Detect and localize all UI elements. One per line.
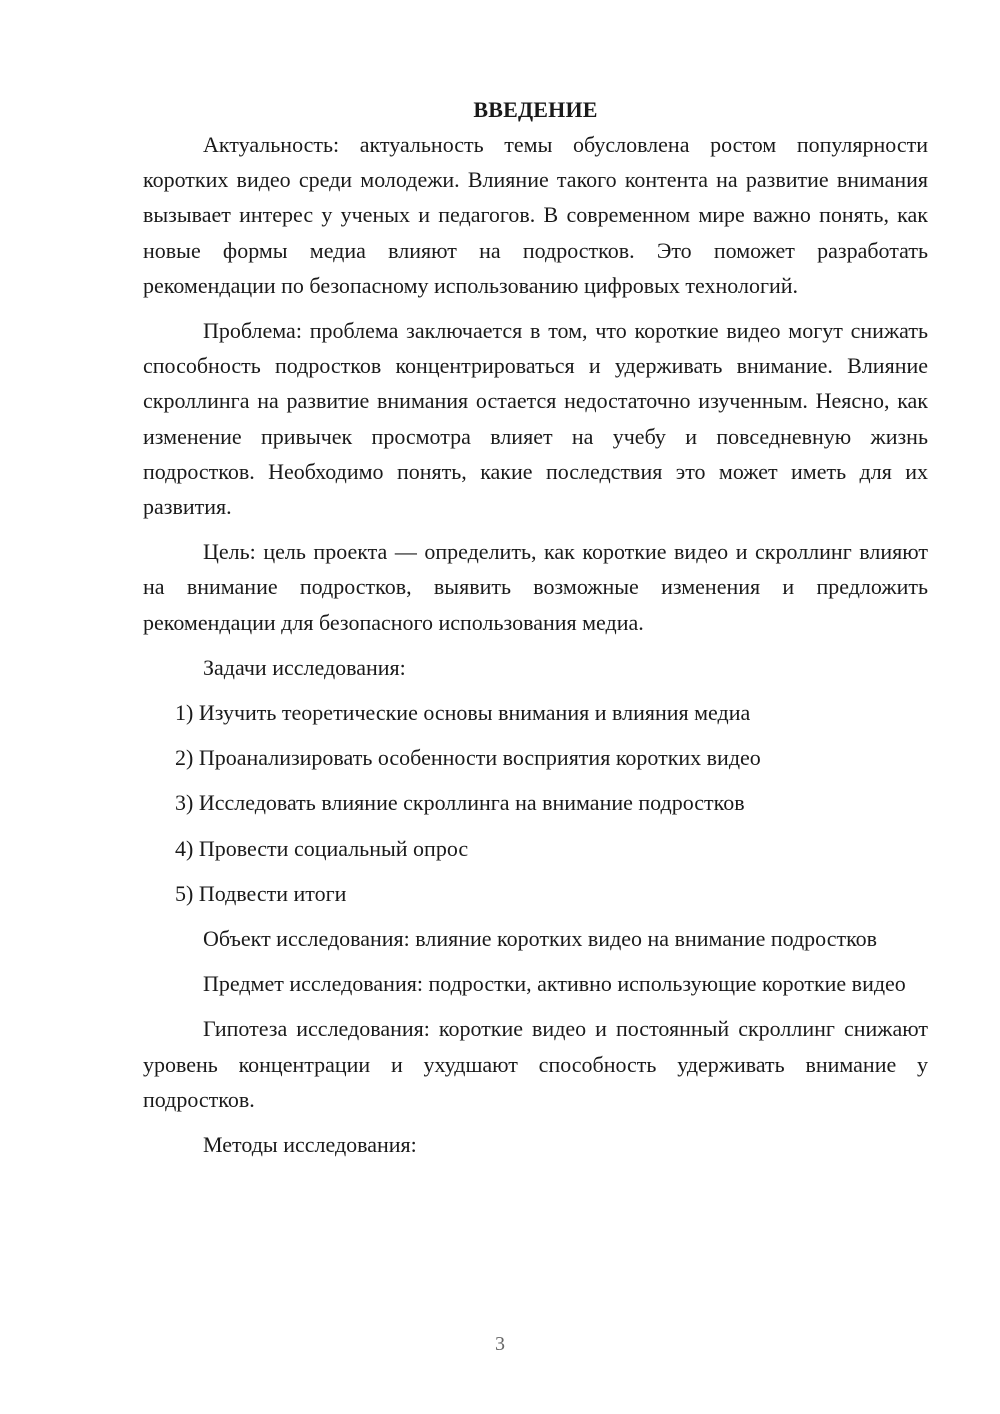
methods-heading: Методы исследования: [203,1132,417,1158]
tasks-list [143,695,928,911]
task-item: 2) Проанализировать особенности восприятия коротких видео [175,745,761,771]
page-number: 3 [495,1333,505,1355]
task-item: 3) Исследовать влияние скроллинга на внимание подростков [175,790,745,816]
document-page [143,92,928,1172]
goal-paragraph: Цель: цель проекта — определить, как короткие видео и скроллинг влияют на внимание подростков, выявить возможные изменения и предложить рекомендации для безопасного использования медиа. [143,539,928,635]
object-paragraph: Объект исследования: влияние коротких видео на внимание подростков [203,926,878,952]
hypothesis-paragraph: Гипотеза исследования: короткие видео и постоянный скроллинг снижают уровень концентрации и ухудшают способность удерживать внимание у подростков. [143,1016,928,1112]
relevance-paragraph: Актуальность: актуальность темы обусловлена ростом популярности коротких видео среди молодежи. Влияние такого контента на развитие внимания вызывает интерес у ученых и педагогов. В современном мире важно понять, как новые формы медиа влияют на подростков. Это поможет разработать рекомендации по безопасному использованию цифровых технологий. [143,132,928,298]
task-item: 1) Изучить теоретические основы внимания и влияния медиа [175,700,751,726]
task-item: 5) Подвести итоги [175,880,347,906]
subject-paragraph: Предмет исследования: подростки, активно использующие короткие видео [203,971,906,997]
problem-paragraph: Проблема: проблема заключается в том, что короткие видео могут снижать способность подростков концентрироваться и удерживать внимание. Влияние скроллинга на развитие внимания остается недостаточно изученным. Неясно, как изменение привычек просмотра влияет на учебу и повседневную жизнь подростков. Необходимо понять, какие последствия это может иметь для их развития. [143,318,928,520]
task-item: 4) Провести социальный опрос [175,835,469,861]
tasks-heading: Задачи исследования: [203,654,406,680]
document-title: ВВЕДЕНИЕ [473,97,598,122]
